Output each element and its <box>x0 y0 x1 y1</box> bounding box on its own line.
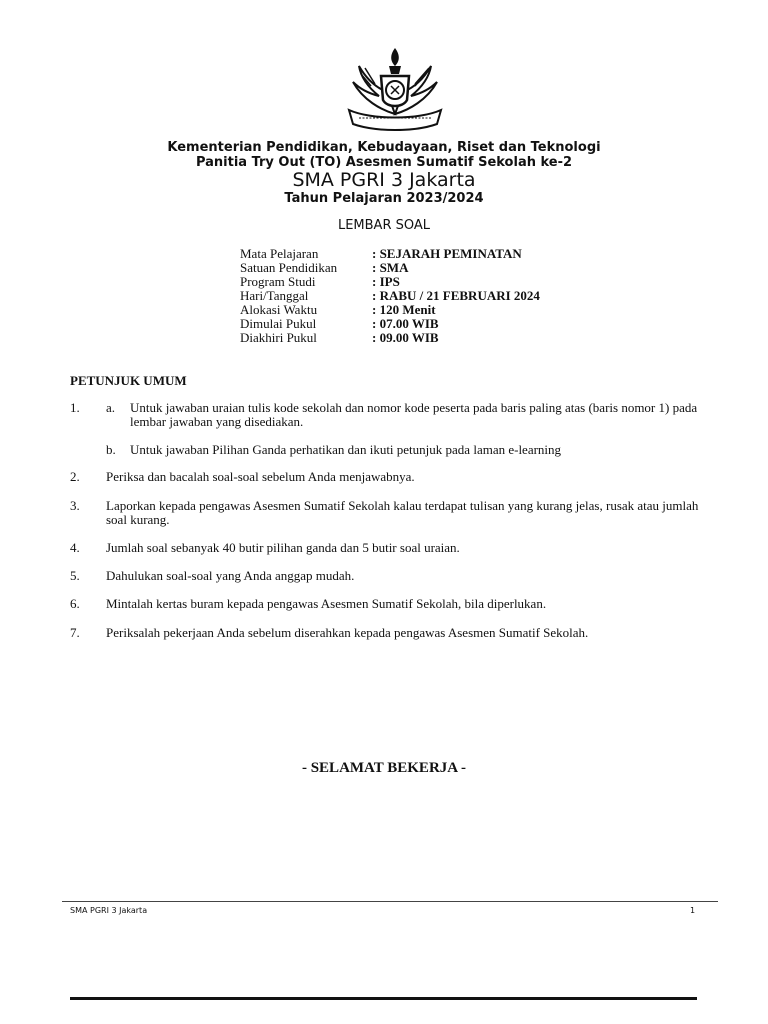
item-text: Laporkan kepada pengawas Asesmen Sumatif Sekolah kalau terdapat tulisan yang kurang jelas, rusak atau jumlah soal kurang. <box>106 498 699 527</box>
footer-school-name: SMA PGRI 3 Jakarta <box>70 906 148 915</box>
info-value: : 07.00 WIB <box>372 316 439 331</box>
info-label: Dimulai Pukul <box>240 316 317 331</box>
closing-message: - SELAMAT BEKERJA - <box>301 760 467 776</box>
info-label: Alokasi Waktu <box>240 302 318 317</box>
pgri-school-emblem-icon <box>341 44 449 132</box>
school-name: SMA PGRI 3 Jakarta <box>292 169 476 191</box>
info-row <box>240 331 540 345</box>
sub-letter: a. <box>106 400 116 415</box>
committee-heading: Panitia Try Out (TO) Asesmen Sumatif Sekolah ke-2 <box>195 155 573 170</box>
info-row <box>240 303 540 317</box>
item-number: 3. <box>70 498 80 513</box>
info-value: : SMA <box>372 260 409 275</box>
info-row <box>240 317 540 331</box>
instructions-heading: PETUNJUK UMUM <box>70 373 187 388</box>
item-text: Dahulukan soal-soal yang Anda anggap mudah. <box>106 568 355 583</box>
item-number: 5. <box>70 568 80 583</box>
info-row <box>240 289 540 303</box>
info-label: Hari/Tanggal <box>240 288 309 303</box>
item-number: 1. <box>70 400 80 415</box>
academic-year: Tahun Pelajaran 2023/2024 <box>284 191 484 206</box>
item-text: Mintalah kertas buram kepada pengawas Asesmen Sumatif Sekolah, bila diperlukan. <box>106 596 547 611</box>
info-row <box>240 275 540 289</box>
footer-divider <box>62 901 718 902</box>
item-number: 2. <box>70 469 80 484</box>
info-value: : SEJARAH PEMINATAN <box>372 246 522 261</box>
info-label: Program Studi <box>240 274 316 289</box>
sub-letter: b. <box>106 442 116 457</box>
bottom-rule <box>70 997 697 1000</box>
info-label: Mata Pelajaran <box>240 246 319 261</box>
item-text: Periksa dan bacalah soal-soal sebelum Anda menjawabnya. <box>106 469 415 484</box>
item-number: 7. <box>70 625 80 640</box>
sheet-title: LEMBAR SOAL <box>337 218 431 233</box>
sub-text: Untuk jawaban Pilihan Ganda perhatikan dan ikuti petunjuk pada laman e-learning <box>130 442 562 457</box>
info-row <box>240 247 540 261</box>
info-label: Satuan Pendidikan <box>240 260 338 275</box>
item-number: 4. <box>70 540 80 555</box>
item-text: Jumlah soal sebanyak 40 butir pilihan ganda dan 5 butir soal uraian. <box>106 540 460 555</box>
info-value: : RABU / 21 FEBRUARI 2024 <box>372 288 540 303</box>
item-number: 6. <box>70 596 80 611</box>
sub-text: Untuk jawaban uraian tulis kode sekolah dan nomor kode peserta pada baris paling atas (baris nomor 1) pada lembar jawaban yang disediakan. <box>130 400 698 429</box>
page-number: 1 <box>690 906 696 915</box>
info-label: Diakhiri Pukul <box>240 330 317 345</box>
info-value: : IPS <box>372 274 400 289</box>
item-text: Periksalah pekerjaan Anda sebelum diserahkan kepada pengawas Asesmen Sumatif Sekolah. <box>106 625 589 640</box>
info-value: : 120 Menit <box>372 302 436 317</box>
exam-info-table <box>240 247 540 345</box>
info-value: : 09.00 WIB <box>372 330 439 345</box>
info-row <box>240 261 540 275</box>
ministry-heading: Kementerian Pendidikan, Kebudayaan, Riset dan Teknologi <box>167 140 601 155</box>
